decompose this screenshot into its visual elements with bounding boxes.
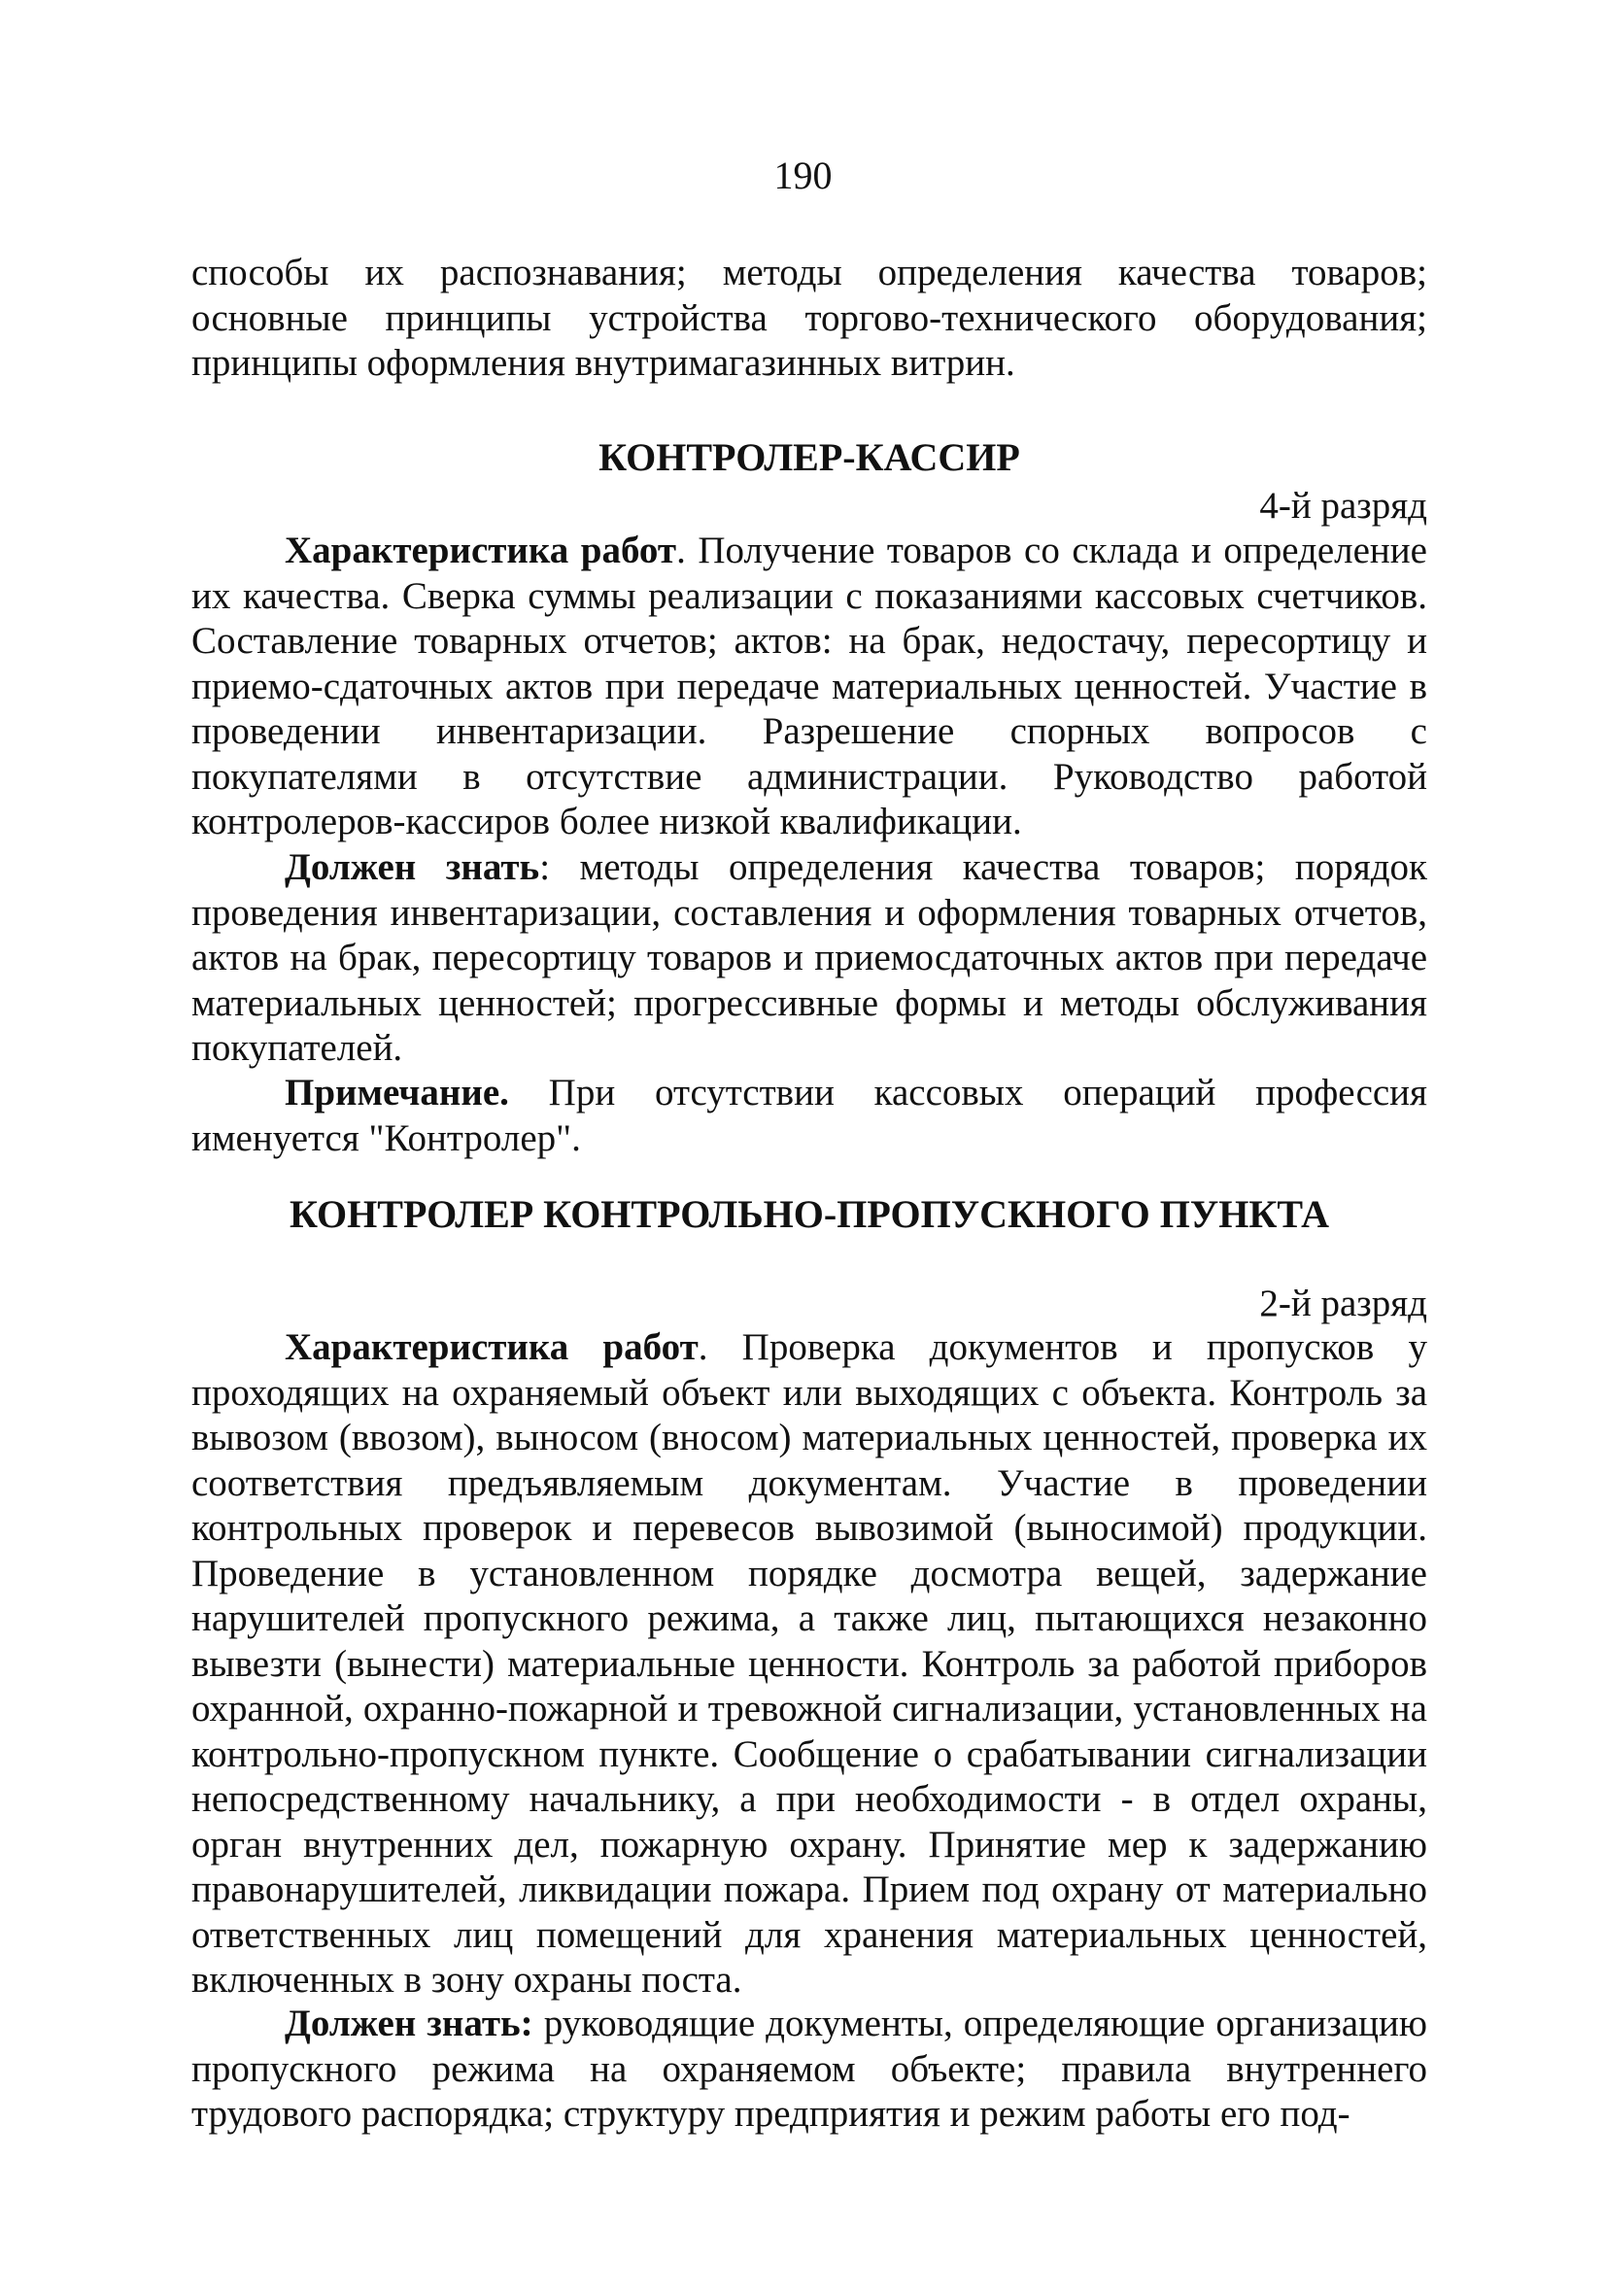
characteristics-paragraph-cashier: [191, 529, 1427, 845]
note-paragraph-cashier: [191, 1071, 1427, 1161]
characteristics-paragraph-checkpoint: [191, 1325, 1427, 2004]
knowledge-label: Должен знать: [285, 846, 540, 888]
section-title-checkpoint: КОНТРОЛЕР КОНТРОЛЬНО-ПРОПУСКНОГО ПУНКТА: [290, 1192, 1329, 1236]
section-title-cashier: КОНТРОЛЕР-КАССИР: [598, 435, 1020, 479]
knowledge-text: : методы определения качества товаров; порядок проведения инвентаризации, составления и оформления товарных отчетов, актов на брак, пересортицу товаров и приемосдаточных актов при передаче материальных ценностей; прогрессивные формы и методы обслуживания покупателей.: [191, 846, 1427, 1069]
knowledge-paragraph-cashier: [191, 845, 1427, 1072]
characteristics-label: Характеристика работ: [285, 1326, 699, 1368]
section-rank-cashier: 4-й разряд: [1259, 485, 1427, 527]
characteristics-text: . Получение товаров со склада и определение их качества. Сверка суммы реализации с показаниями кассовых счетчиков. Составление товарных отчетов; актов: на брак, недостачу, пересортицу и приемо-сдаточных актов при передаче материальных ценностей. Участие в проведении инвентаризации. Разрешение спорных вопросов с покупателями в отсутствие администрации. Руководство работой контролеров-кассиров более низкой квалификации.: [191, 530, 1427, 842]
intro-paragraph: способы их распознавания; методы определения качества товаров; основные принципы устройства торгово-технического оборудования; принципы оформления внутримагазинных витрин.: [191, 252, 1427, 384]
characteristics-label: Характеристика работ: [285, 530, 677, 571]
characteristics-text: . Проверка документов и пропусков у проходящих на охраняемый объект или выходящих с объекта. Контроль за вывозом (ввозом), выносом (вносом) материальных ценностей, проверка их соответствия предъявляемым документам. Участие в проведении контрольных проверок и перевесов вывозимой (выносимой) продукции. Проведение в установленном порядке досмотра вещей, задержание нарушителей пропускного режима, а также лиц, пытающихся незаконно вывезти (вынести) материальные ценности. Контроль за работой приборов охранной, охранно-пожарной и тревожной сигнализации, установленных на контрольно-пропускном пункте. Сообщение о срабатывании сигнализации непосредственному начальнику, а при необходимости - в отдел охраны, орган внутренних дел, пожарную охрану. Принятие мер к задержанию правонарушителей, ликвидации пожара. Прием под охрану от материально ответственных лиц помещений для хранения материальных ценностей, включенных в зону охраны поста.: [191, 1326, 1427, 2001]
section-rank-checkpoint: 2-й разряд: [1259, 1283, 1427, 1324]
note-label: Примечание.: [285, 1072, 509, 1114]
knowledge-text: руководящие документы, определяющие организацию пропускного режима на охраняемом объекте; правила внутреннего трудового распорядка; структуру предприятия и режим работы его под-: [191, 2003, 1427, 2135]
note-text: При отсутствии кассовых операций профессия именуется "Контролер".: [191, 1072, 1427, 1159]
knowledge-paragraph-checkpoint: [191, 2002, 1427, 2138]
page-number: 190: [773, 154, 833, 197]
knowledge-label: Должен знать:: [285, 2003, 533, 2044]
